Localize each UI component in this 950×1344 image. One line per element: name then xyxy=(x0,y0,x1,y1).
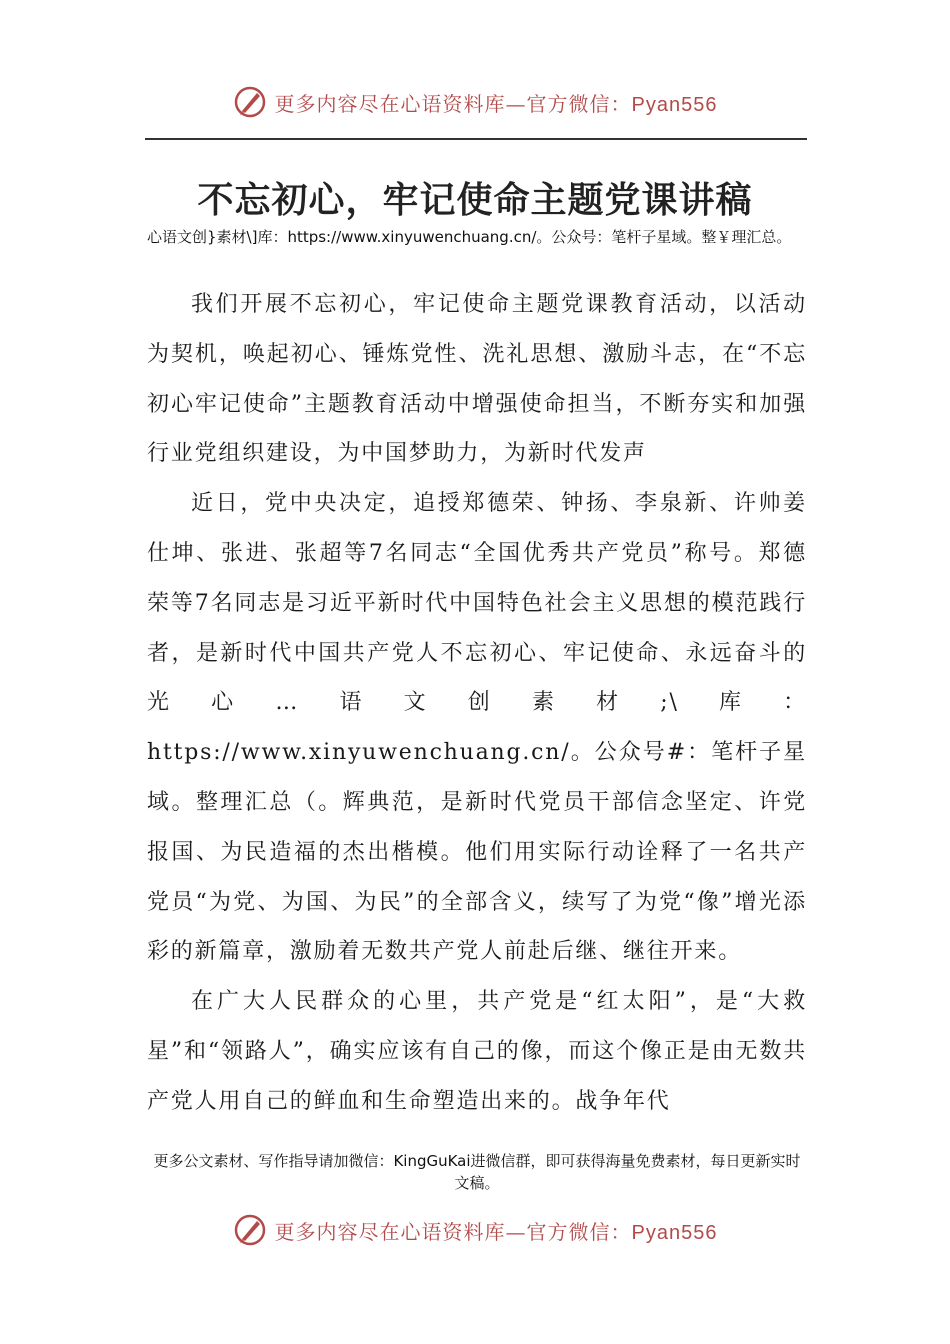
banner-wechat-id: Pyan556 xyxy=(631,93,718,116)
banner-text: 更多内容尽在心语资料库—官方微信：Pyan556 xyxy=(274,1219,718,1244)
quill-pen-logo xyxy=(233,1213,267,1247)
banner-wechat-id: Pyan556 xyxy=(631,1221,718,1244)
footer-note: 更多公文素材、写作指导请加微信：KingGuKai进微信群，即可获得海量免费素材，每日更新实时文稿。 xyxy=(153,1152,801,1192)
paragraph: 在广大人民群众的心里，共产党是“红太阳”，是“大救星”和“领路人”，确实应该有自己的像，而这个像正是由无数共产党人用自己的鲜血和生命塑造出来的。战争年代 xyxy=(147,989,807,1114)
header-banner xyxy=(0,80,950,124)
paragraph: 近日，党中央决定，追授郑德荣、钟扬、李泉新、许帅姜仕坤、张进、张超等7名同志“全国优秀共产党员”称号。郑德荣等7名同志是习近平新时代中国特色社会主义思想的模范践行者，是新时代中国共产党人不忘初心、牢记使命、永远奋斗的光心…语文创素材;\库：https://www.xinyuwenchuang.cn/。公众号#：笔杆子星域。整理汇总（。辉典范，是新时代党员干部信念坚定、许党报国、为民造福的杰出楷模。他们用实际行动诠释了一名共产党员“为党、为国、为民”的全部含义，续写了为党“像”增光添彩的新篇章，激励着无数共产党人前赴后继、继往开来。 xyxy=(147,491,807,965)
quill-pen-logo xyxy=(233,85,267,119)
footer-banner xyxy=(0,1208,950,1252)
source-note: 心语文创}素材\]库：https://www.xinyuwenchuang.cn/。公众号：笔杆子星域。整￥理汇总。 xyxy=(147,228,792,246)
document-body xyxy=(147,280,807,1127)
header-divider xyxy=(145,138,807,140)
banner-text: 更多内容尽在心语资料库—官方微信：Pyan556 xyxy=(274,91,718,116)
paragraph: 我们开展不忘初心，牢记使命主题党课教育活动，以活动为契机，唤起初心、锤炼党性、洗礼思想、激励斗志，在“不忘初心牢记使命”主题教育活动中增强使命担当，不断夯实和加强行业党组织建设，为中国梦助力，为新时代发声 xyxy=(147,292,807,467)
page-title: 不忘初心，牢记使命主题党课讲稿 xyxy=(197,179,753,221)
